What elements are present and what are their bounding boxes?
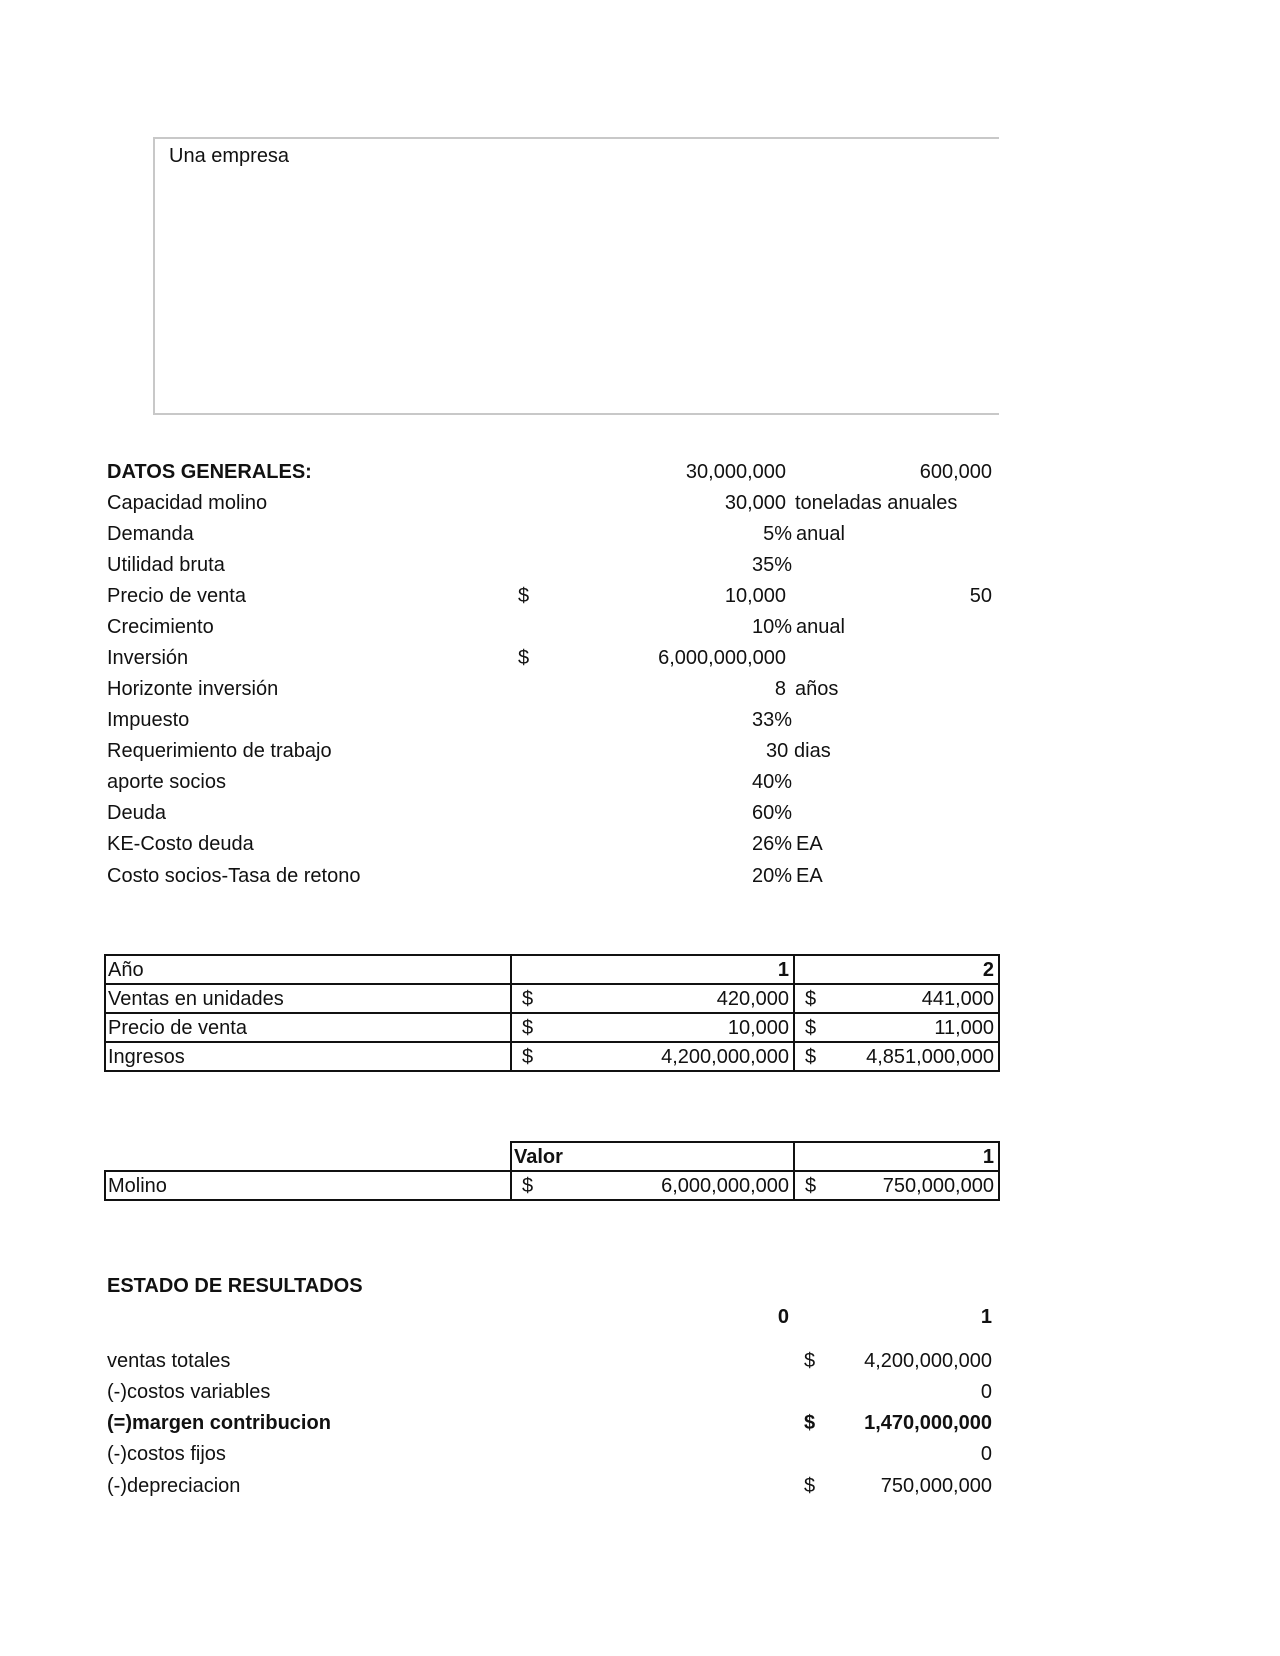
row-value: 10%	[751, 616, 792, 638]
row-value-2: 50	[969, 585, 992, 607]
row-currency: $	[518, 647, 530, 669]
header-cell-ano	[105, 955, 511, 984]
row-label-cell	[105, 1042, 511, 1071]
datos-generales-title: DATOS GENERALES:	[107, 461, 312, 483]
molino-table	[104, 1141, 1000, 1201]
estado-resultados-col-0: 0	[777, 1306, 789, 1328]
row-value-cell-1	[511, 1042, 794, 1071]
row-value: 60%	[751, 802, 792, 824]
currency-symbol: $	[805, 1174, 817, 1197]
data-row-inversion	[0, 643, 1280, 674]
row-value: 10,000	[724, 585, 786, 607]
data-row-utilidad-bruta	[0, 550, 1280, 581]
estado-resultados-title: ESTADO DE RESULTADOS	[107, 1275, 363, 1297]
row-value-cell-2	[794, 1013, 999, 1042]
datos-generales-header-value-2: 600,000	[919, 461, 992, 483]
text-box-content: Una empresa	[169, 145, 290, 167]
row-value-cell-1	[511, 1013, 794, 1042]
er-row-costos-variables	[0, 1377, 1280, 1408]
row-value: 1,470,000,000	[864, 1412, 992, 1434]
currency-symbol: $	[522, 1016, 534, 1039]
data-row-costo-socios	[0, 861, 1280, 892]
empty-header-cell	[105, 1142, 511, 1171]
row-value: 750,000,000	[880, 1475, 992, 1497]
row-label: Inversión	[107, 647, 189, 669]
data-row-ke-costo-deuda	[0, 829, 1280, 860]
datos-generales-header-value-1: 30,000,000	[685, 461, 786, 483]
header-cell-year-2	[794, 955, 999, 984]
row-value: 0	[980, 1443, 992, 1465]
header-cell-year-1	[511, 955, 794, 984]
row-value-1: 420,000	[716, 987, 789, 1010]
row-currency: $	[804, 1412, 816, 1434]
row-label: Impuesto	[107, 709, 190, 731]
row-value-2: 441,000	[921, 987, 994, 1010]
row-value-cell-2	[794, 1042, 999, 1071]
currency-symbol: $	[805, 987, 817, 1010]
table-header-row	[105, 1142, 999, 1171]
table-row	[105, 1171, 999, 1200]
row-value-cell-2	[794, 984, 999, 1013]
row-value: 8	[774, 678, 786, 700]
header-cell-valor	[511, 1142, 794, 1171]
row-currency: $	[518, 585, 530, 607]
row-label: Precio de venta	[108, 1016, 247, 1039]
estado-resultados-col-1: 1	[980, 1306, 992, 1328]
er-row-depreciacion	[0, 1471, 1280, 1502]
ventas-table	[104, 954, 1000, 1072]
er-row-costos-fijos	[0, 1439, 1280, 1470]
data-row-deuda	[0, 798, 1280, 829]
data-row-horizonte	[0, 674, 1280, 705]
row-label: Capacidad molino	[107, 492, 268, 514]
row-label: Costo socios-Tasa de retono	[107, 865, 361, 887]
row-unit: dias	[794, 740, 831, 762]
text-box[interactable]	[153, 137, 999, 415]
row-value: 33%	[751, 709, 792, 731]
header-cell-year-1	[794, 1142, 999, 1171]
row-label: Deuda	[107, 802, 166, 824]
row-unit: EA	[796, 865, 823, 887]
row-value: 30,000	[724, 492, 786, 514]
row-currency: $	[804, 1475, 816, 1497]
row-label: (=)margen contribucion	[107, 1412, 331, 1434]
row-unit: EA	[796, 833, 823, 855]
data-row-requerimiento	[0, 736, 1280, 767]
row-label: Molino	[108, 1174, 167, 1197]
row-value-1: 4,200,000,000	[661, 1045, 789, 1068]
row-label: (-)costos fijos	[107, 1443, 226, 1465]
currency-symbol: $	[522, 1045, 534, 1068]
row-label: Requerimiento de trabajo	[107, 740, 332, 762]
row-label: (-)depreciacion	[107, 1475, 241, 1497]
row-value: 0	[980, 1381, 992, 1403]
data-row-crecimiento	[0, 612, 1280, 643]
header-label: Año	[108, 958, 144, 981]
data-row-impuesto	[0, 705, 1280, 736]
data-row-capacidad	[0, 488, 1280, 519]
row-value-2: 11,000	[934, 1016, 994, 1039]
row-value: 5%	[763, 523, 792, 545]
row-label: Precio de venta	[107, 585, 246, 607]
data-row-precio-venta	[0, 581, 1280, 612]
row-value-cell-2	[794, 1171, 999, 1200]
row-value-1: 6,000,000,000	[661, 1174, 789, 1197]
header-year-2: 2	[982, 958, 994, 981]
datos-generales-header-row	[0, 457, 1280, 488]
data-row-demanda	[0, 519, 1280, 550]
header-year-1: 1	[982, 1145, 994, 1168]
currency-symbol: $	[522, 987, 534, 1010]
table-header-row	[105, 955, 999, 984]
er-row-margen-contribucion	[0, 1408, 1280, 1439]
row-value: 6,000,000,000	[658, 647, 786, 669]
table-row	[105, 984, 999, 1013]
row-label: Demanda	[107, 523, 194, 545]
header-valor: Valor	[514, 1145, 563, 1168]
row-label: ventas totales	[107, 1350, 231, 1372]
er-row-ventas-totales	[0, 1346, 1280, 1377]
row-currency: $	[804, 1350, 816, 1372]
currency-symbol: $	[805, 1045, 817, 1068]
data-row-aporte-socios	[0, 767, 1280, 798]
row-value-cell-1	[511, 1171, 794, 1200]
currency-symbol: $	[522, 1174, 534, 1197]
row-label-cell	[105, 1013, 511, 1042]
row-unit: anual	[796, 616, 845, 638]
row-value: 26%	[751, 833, 792, 855]
row-label: KE-Costo deuda	[107, 833, 254, 855]
row-unit: toneladas anuales	[795, 492, 958, 514]
row-unit: anual	[796, 523, 845, 545]
row-label-cell	[105, 984, 511, 1013]
row-value-cell-1	[511, 984, 794, 1013]
row-label: (-)costos variables	[107, 1381, 271, 1403]
row-value-2: 4,851,000,000	[866, 1045, 994, 1068]
row-value: 4,200,000,000	[864, 1350, 992, 1372]
row-label-cell	[105, 1171, 511, 1200]
row-label: Crecimiento	[107, 616, 214, 638]
row-label: Horizonte inversión	[107, 678, 279, 700]
currency-symbol: $	[805, 1016, 817, 1039]
table-row	[105, 1013, 999, 1042]
row-label: Ingresos	[108, 1045, 185, 1068]
row-label: Ventas en unidades	[108, 987, 284, 1010]
header-year-1: 1	[777, 958, 789, 981]
row-value: 20%	[751, 865, 792, 887]
row-unit: años	[795, 678, 839, 700]
row-value: 35%	[751, 554, 792, 576]
row-value: 30	[766, 740, 789, 762]
row-label: Utilidad bruta	[107, 554, 225, 576]
table-row	[105, 1042, 999, 1071]
row-value: 40%	[751, 771, 792, 793]
row-value-1: 10,000	[727, 1016, 789, 1039]
row-label: aporte socios	[107, 771, 226, 793]
row-value-2: 750,000,000	[882, 1174, 994, 1197]
